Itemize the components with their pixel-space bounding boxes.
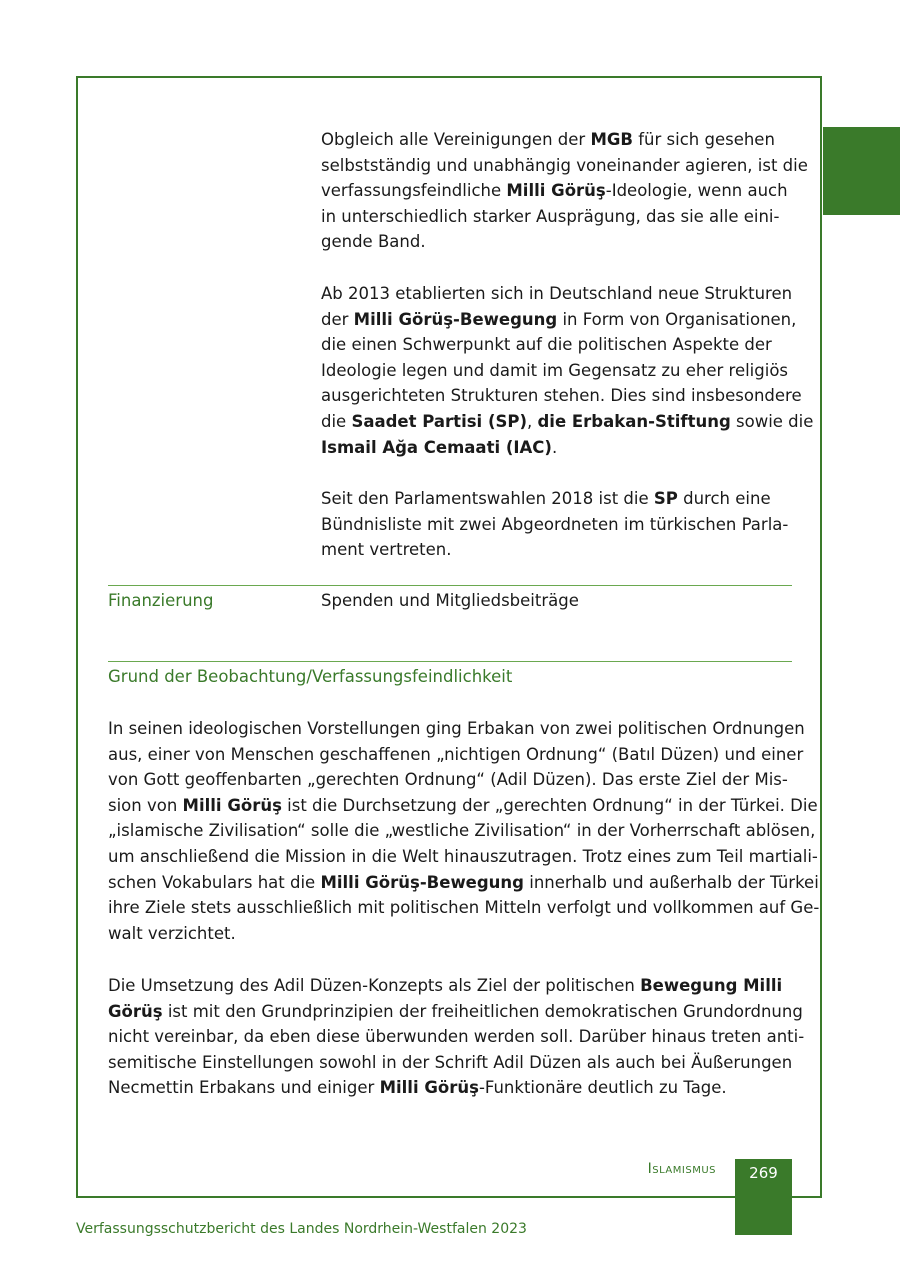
bold-term: Görüş [108,1001,163,1021]
text-line: gende Band. [321,232,426,252]
text-line: semitische Einstellungen sowohl in der Schrift Adil Düzen als auch bei Äußerungen [108,1052,793,1072]
running-section-name: Islamismus [647,1161,716,1177]
chapter-side-tab [823,127,900,215]
divider-grounds [108,661,792,662]
bold-term: Milli Görüş [379,1078,479,1098]
text-line: nicht vereinbar, da eben diese überwunden werden soll. Darüber hinaus treten anti- [108,1027,805,1047]
bold-term: Milli Görüş-Bewegung [353,309,558,329]
text-line: Ismail Ağa Cemaati (IAC). [321,437,558,457]
paragraph-erbakan-orders [108,716,819,946]
bold-term: die Erbakan-Stiftung [537,411,731,431]
bold-term: Saadet Partisi (SP) [351,411,527,431]
text-line: Seit den Parlamentswahlen 2018 ist die SP durch eine [321,489,771,508]
bold-term: Bewegung Milli [640,976,783,995]
text-line: „islamische Zivilisation“ solle die „westliche Zivilisation“ in der Vorherrschaft ablösen, [108,821,816,841]
bold-term: Milli Görüş-Bewegung [320,872,524,892]
text-line: verfassungsfeindliche Milli Görüş-Ideologie, wenn auch [321,181,788,201]
text-line: Obgleich alle Vereinigungen der MGB für sich gesehen [321,130,775,149]
text-line: Ideologie legen und damit im Gegensatz zu eher religiös [321,360,789,380]
financing-value: Spenden und Mitgliedsbeiträge [321,591,579,610]
footer-publication-title: Verfassungsschutzbericht des Landes Nordrhein-Westfalen 2023 [76,1221,527,1237]
divider-financing [108,585,792,586]
text-line: Necmettin Erbakans und einiger Milli Görüş-Funktionäre deutlich zu Tage. [108,1078,727,1098]
paragraph-adil-duzen [108,973,804,1101]
text-line: der Milli Görüş-Bewegung in Form von Organisationen, [321,309,797,329]
text-line: Die Umsetzung des Adil Düzen-Konzepts als Ziel der politischen Bewegung Milli [108,976,783,995]
financing-label: Finanzierung [108,591,214,610]
bold-term: Milli Görüş [506,181,606,201]
text-line: selbstständig und unabhängig voneinander agieren, ist die [321,155,808,175]
text-line: die einen Schwerpunkt auf die politischen Aspekte der [321,335,772,355]
text-line: von Gott geoffenbarten „gerechten Ordnung“ (Adil Düzen). Das erste Ziel der Mis- [108,770,788,790]
text-line: Bündnisliste mit zwei Abgeordneten im türkischen Parla- [321,514,789,534]
paragraph-sp-parliament [321,486,788,563]
text-line: In seinen ideologischen Vorstellungen ging Erbakan von zwei politischen Ordnungen [108,719,805,738]
bold-term: Milli Görüş [182,795,282,815]
bold-term: Ismail Ağa Cemaati (IAC) [321,437,552,457]
text-line: Ab 2013 etablierten sich in Deutschland neue Strukturen [321,284,793,303]
paragraph-mgb-ideology [321,127,808,255]
text-line: um anschließend die Mission in die Welt hinauszutragen. Trotz eines zum Teil martiali- [108,846,818,866]
bold-term: MGB [590,130,633,149]
text-line: schen Vokabulars hat die Milli Görüş-Bewegung innerhalb und außerhalb der Türkei [108,872,819,892]
text-line: ment vertreten. [321,540,452,560]
paragraph-structures-2013 [321,281,813,460]
bold-term: SP [653,489,678,508]
text-line: ihre Ziele stets ausschließlich mit politischen Mitteln verfolgt und vollkommen auf Ge- [108,898,820,918]
page-number-box [735,1159,792,1235]
page-number: 269 [749,1164,778,1182]
text-line: walt verzichtet. [108,923,236,943]
text-line: in unterschiedlich starker Ausprägung, das sie alle eini- [321,206,780,226]
grounds-heading: Grund der Beobachtung/Verfassungsfeindlichkeit [108,667,513,686]
text-line: die Saadet Partisi (SP), die Erbakan-Stiftung sowie die [321,411,814,431]
text-line: aus, einer von Menschen geschaffenen „nichtigen Ordnung“ (Batıl Düzen) und einer [108,744,804,764]
text-line: sion von Milli Görüş ist die Durchsetzung der „gerechten Ordnung“ in der Türkei. Die [108,795,818,815]
text-line: ausgerichteten Strukturen stehen. Dies sind insbesondere [321,386,802,406]
text-line: Görüş ist mit den Grundprinzipien der freiheitlichen demokratischen Grundordnung [108,1001,803,1021]
